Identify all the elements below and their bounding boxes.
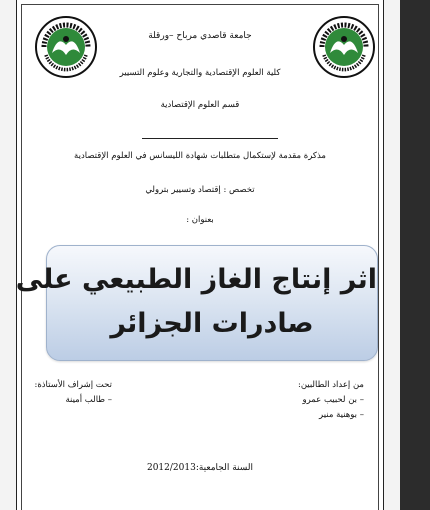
thesis-title-line-1: اثر إنتاج الغاز الطبيعي على — [15, 264, 377, 295]
academic-year: السنة الجامعية:2012/2013 — [146, 463, 254, 473]
thesis-title-box — [15, 245, 378, 361]
supervisor-heading: تحت إشراف الأستاذة: — [34, 380, 112, 390]
document-page — [16, 0, 384, 510]
student-name: – بوهنية منير — [319, 410, 364, 420]
title-prefix: بعنوان : — [186, 215, 214, 225]
students-block — [298, 380, 364, 425]
separator-line — [142, 138, 278, 139]
faculty-name: كلية العلوم الإقتصادية والتجارية وعلوم التسيير — [119, 68, 281, 78]
memo-description: مذكرة مقدمة لإستكمال متطلبات شهادة الليسانس في العلوم الإقتصادية — [74, 151, 326, 161]
specialty-line: تخصص : إقتصاد وتسيير بترولي — [145, 185, 255, 195]
students-heading: من إعداد الطالبين: — [297, 380, 364, 390]
supervisor-block — [34, 380, 112, 410]
thesis-title-line-2: صادرات الجزائر — [110, 308, 314, 339]
student-name: – بن لحبيب عمرو — [302, 395, 364, 405]
department-name: قسم العلوم الإقتصادية — [160, 100, 240, 110]
viewer-side-panel — [400, 0, 430, 510]
page-frame — [15, 4, 379, 510]
university-name: جامعة قاصدي مرباح –ورقلة — [148, 31, 252, 41]
supervisor-name: – طالب أمينة — [65, 395, 112, 405]
